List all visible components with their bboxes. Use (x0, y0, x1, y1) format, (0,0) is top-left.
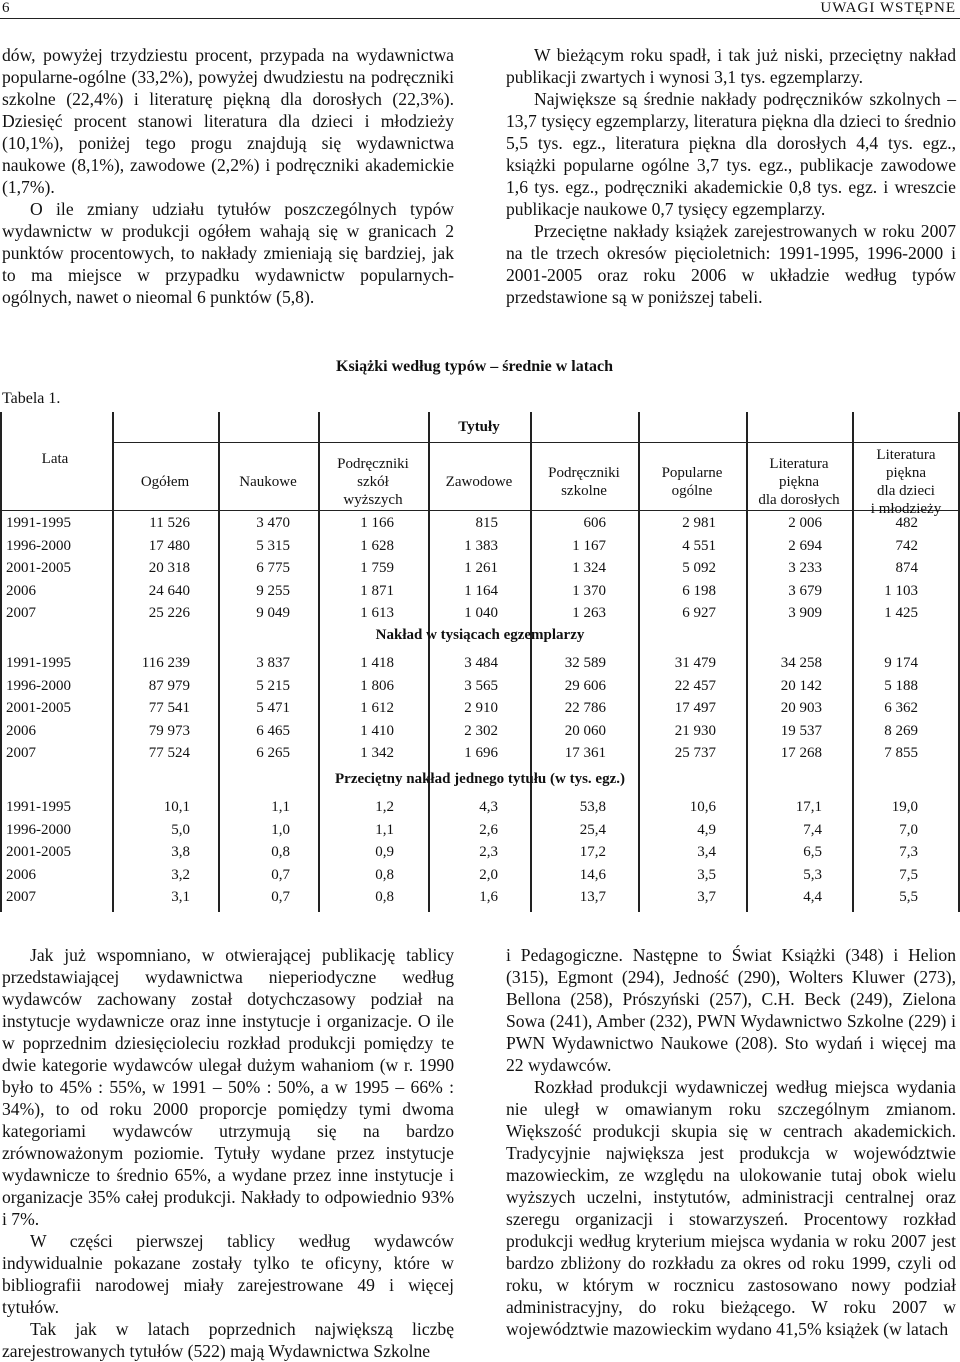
section-title: Nakład w tysiącach egzemplarzy (375, 627, 585, 643)
column-header: Ogółem (140, 474, 190, 490)
table-cell: 17 480 (148, 537, 190, 554)
table-cell: 1 425 (884, 605, 918, 622)
table-cell: 5 215 (256, 677, 290, 694)
table-cell: 29 606 (564, 677, 606, 694)
table-row (0, 796, 960, 818)
table-cell: 9 255 (256, 582, 290, 599)
table-cell: 19,0 (891, 799, 918, 815)
table-row (0, 697, 960, 719)
table-cell: 1 324 (572, 560, 606, 577)
table-cell: 7,5 (899, 866, 918, 883)
table-cell: 3,2 (171, 866, 190, 883)
row-year: 2007 (6, 745, 36, 762)
table-cell: 1 418 (360, 655, 394, 671)
table-cell: 1,1 (271, 799, 290, 815)
table-cell: 7,0 (899, 821, 918, 838)
table-cell: 1 383 (464, 537, 498, 554)
table-cell: 3,4 (697, 844, 716, 861)
table-row (0, 886, 960, 908)
table-cell: 4 551 (682, 537, 716, 554)
table-cell: 6 198 (682, 582, 716, 599)
table-cell: 13,7 (579, 889, 606, 906)
table-cell: 5 315 (256, 537, 290, 554)
table-cell: 5,3 (803, 866, 822, 883)
table-cell: 5,0 (171, 821, 190, 838)
table-cell: 1 871 (360, 582, 394, 599)
paragraph: Największe są średnie nakłady podręczników szkolnych – 13,7 tysięcy egzemplarzy, literatura piękna dla dzieci to średnio 5,5 tys. egz., literatura piękna dla dorosłych 4,4 tys. egz., książki popularne ogólne 3,7 tys. egz., publikacje zawodowe 1,6 tys. egz., podręczniki akademickie 0,8 tys. egz. i wreszcie publikacje naukowe 0,7 tysięcy egzemplarzy. (506, 89, 956, 219)
table-row (0, 512, 960, 534)
paragraph: Rozkład produkcji wydawniczej według miejsca wydania nie uległ w omawianym roku szczególnym zmianom. Większość produkcji skupia się w centrach akademickich. Tradycyjnie największa jest produkcja w województwie mazowieckim, ze względu na ulokowanie tutaj obok wielu wyższych uczelni, instytutów, administracji centralnej oraz szeregu organizacji i stowarzyszeń. Procentowy rozkład produkcji według kryterium miejsca wydania w roku 2007 jest bardzo zbliżony do rozkładu za okres od roku 1999, czyli od roku, w którym w rocznicu zastosowano nowy podział administracyjny, do roku bieżącego. W roku 2007 w województwie mazowieckim wydano 41,5% książek (w latach (506, 1077, 956, 1339)
table-cell: 0,8 (375, 866, 394, 883)
table-cell: 19 537 (780, 722, 822, 739)
table-cell: 6 362 (884, 700, 918, 717)
column-header: Podręczniki szkolne (548, 465, 620, 499)
table-cell: 1 696 (464, 745, 498, 762)
table-row (0, 819, 960, 841)
text-column-bottom-right (506, 944, 956, 1340)
table-cell: 0,8 (375, 889, 394, 906)
table-cell: 1 806 (360, 677, 394, 694)
column-header: Naukowe (239, 474, 297, 490)
table-cell: 5,5 (899, 889, 918, 906)
paragraph: Jak już wspomniano, w otwierającej publikację tablicy przedstawiającej wydawnictwa nieperiodyczne według wydawców zachowany został dotychczasowy podział na instytucje wydawnicze oraz inne instytucje i organizacje. O ile w poprzednim dziesięcioleciu rozkład produkcji pomiędzy te dwie kategorie wydawców ulegał dużym wahaniom (w r. 1990 było to 45% : 55%, w 1991 – 50% : 50%, a w 1995 – 66% : 34%), to od roku 2000 proporcje pomiędzy tymi dwoma kategoriami wydawców utrzymują się na bardzo zrównoważonym poziomie. Tytuły wydane przez instytucje wydawnicze to średnio 65%, a wydane przez inne instytucje i organizacje 35% całej produkcji. Nakłady to odpowiednio 93% i 7%. (2, 945, 454, 1229)
table-cell: 1 342 (360, 745, 394, 762)
table-cell: 9 049 (256, 605, 290, 622)
table-cell: 11 526 (149, 515, 190, 531)
table-cell: 7,3 (899, 844, 918, 861)
table-cell: 874 (895, 560, 918, 577)
column-header: Literatura piękna dla dzieci i młodzieży (870, 447, 942, 517)
page-header (0, 0, 960, 19)
row-year: 1996-2000 (6, 537, 71, 554)
row-year: 2001-2005 (6, 844, 71, 861)
row-year: 1991-1995 (6, 799, 71, 815)
table-row (0, 602, 960, 624)
table-label: Tabela 1. (2, 390, 61, 407)
table-cell: 1 164 (464, 582, 498, 599)
table-cell: 3,7 (697, 889, 716, 906)
table-cell: 24 640 (148, 582, 190, 599)
table-cell: 6 775 (256, 560, 290, 577)
table-cell: 2 006 (788, 515, 822, 531)
table-cell: 1 612 (360, 700, 394, 717)
table-cell: 3,1 (171, 889, 190, 906)
table-cell: 1 370 (572, 582, 606, 599)
table-cell: 10,6 (689, 799, 716, 815)
table-cell: 6 927 (682, 605, 716, 622)
table-cell: 3 837 (256, 655, 290, 671)
table-cell: 0,7 (271, 866, 290, 883)
paragraph: Przeciętne nakłady książek zarejestrowanych w roku 2007 na tle trzech okresów pięcioletnich: 1991-1995, 1996-2000 i 2001-2005 oraz roku 2006 w układzie według typów przedstawione są w poniższej tabeli. (506, 221, 956, 307)
column-header: Zawodowe (445, 474, 513, 490)
column-header: Literatura piękna dla dorosłych (758, 456, 840, 508)
table-cell: 2 981 (682, 515, 716, 531)
table-cell: 32 589 (564, 655, 606, 671)
text-column-top-left (2, 44, 454, 308)
table-row (0, 675, 960, 697)
table-cell: 3 909 (788, 605, 822, 622)
column-header: Popularne ogólne (661, 465, 723, 499)
table-cell: 25 226 (148, 605, 190, 622)
table-cell: 10,1 (163, 799, 190, 815)
column-header: Podręczniki szkół wyższych (337, 456, 409, 508)
table-row (0, 535, 960, 557)
table-cell: 87 979 (148, 677, 190, 694)
table-cell: 3 470 (256, 515, 290, 531)
table-cell: 7,4 (803, 821, 822, 838)
table-cell: 1 628 (360, 537, 394, 554)
table-cell: 77 541 (148, 700, 190, 717)
paragraph: i Pedagogiczne. Następne to Świat Książki (348) i Helion (315), Egmont (294), Jedność (290), Wolters Kluwer (273), Bellona (258), Prószyński (257), C.H. Beck (249), Zielona Sowa (241), Amber (232), PWN Wydawnictwo Szkolne (229) i PWN Wydawnictwo Naukowe (208). Sto wydań i więcej ma 22 wydawców. (506, 945, 956, 1075)
row-year: 2006 (6, 866, 36, 883)
table-cell: 1,6 (479, 889, 498, 906)
table-cell: 815 (475, 515, 498, 531)
table-cell: 20 060 (564, 722, 606, 739)
table-cell: 34 258 (780, 655, 822, 671)
table-cell: 53,8 (579, 799, 606, 815)
paragraph: dów, powyżej trzydziestu procent, przypada na wydawnictwa popularne-ogólne (33,2%), powyżej dwudziestu na podręczniki szkolne (22,4%) i literaturę piękną dla dorosłych (22,3%). Dziesięć procent stanowi literatura dla dzieci i młodzieży (10,1%), poniżej tego progu znajdują się wydawnictwa naukowe (8,1%), zawodowe (2,2%) i podręczniki akademickie (1,7%). (2, 45, 454, 197)
table-cell: 21 930 (674, 722, 716, 739)
table-cell: 22 786 (564, 700, 606, 717)
table-cell: 1 103 (884, 582, 918, 599)
row-year: 1996-2000 (6, 677, 71, 694)
table-cell: 20 142 (780, 677, 822, 694)
page-number: 6 (2, 0, 10, 16)
row-year: 2006 (6, 582, 36, 599)
table-cell: 1,1 (375, 821, 394, 838)
table-cell: 4,9 (697, 821, 716, 838)
table-cell: 17 268 (780, 745, 822, 762)
table-cell: 1 410 (360, 722, 394, 739)
table-cell: 1 167 (572, 537, 606, 554)
table-row (0, 864, 960, 886)
table-cell: 6 465 (256, 722, 290, 739)
table-row (0, 742, 960, 764)
table-cell: 3 565 (464, 677, 498, 694)
table-cell: 17,1 (795, 799, 822, 815)
table-cell: 0,8 (271, 844, 290, 861)
paragraph: Tak jak w latach poprzednich największą liczbę zarejestrowanych tytułów (522) mają Wydawnictwa Szkolne (2, 1319, 454, 1361)
table-cell: 2,6 (479, 821, 498, 838)
section-title: UWAGI WSTĘPNE (820, 0, 956, 16)
table-cell: 31 479 (674, 655, 716, 671)
table-cell: 25,4 (579, 821, 606, 838)
row-year: 2001-2005 (6, 700, 71, 717)
table-row (0, 720, 960, 742)
table-cell: 25 737 (674, 745, 716, 762)
table-cell: 5 471 (256, 700, 290, 717)
table-cell: 1,2 (375, 799, 394, 815)
row-year: 2006 (6, 722, 36, 739)
text-column-bottom-left (2, 944, 454, 1362)
table-cell: 9 174 (884, 655, 918, 671)
table-row (0, 580, 960, 602)
table-cell: 1 759 (360, 560, 394, 577)
column-header: Lata (41, 451, 69, 467)
table-row (0, 557, 960, 579)
table-cell: 20 318 (148, 560, 190, 577)
table-cell: 7 855 (884, 745, 918, 762)
table-cell: 3,8 (171, 844, 190, 861)
table-cell: 3 484 (464, 655, 498, 671)
paragraph: W części pierwszej tablicy według wydawców indywidualnie pokazane zostały tylko te oficyny, które w bibliografii narodowej miały zarejestrowane 49 i więcej tytułów. (2, 1231, 454, 1317)
table-row (0, 652, 960, 674)
paragraph: O ile zmiany udziału tytułów poszczególnych typów wydawnictw w produkcji ogółem wahają się w granicach 2 punktów procentowych, to nakłady zmieniają się bardziej, jak to ma miejsce w przypadku wydawnictw popularnych-ogólnych, nawet o nieomal 6 punktów (5,8). (2, 199, 454, 307)
table-cell: 2 302 (464, 722, 498, 739)
table-cell: 14,6 (579, 866, 606, 883)
table-cell: 1 613 (360, 605, 394, 622)
table-cell: 3 679 (788, 582, 822, 599)
table-row (0, 841, 960, 863)
table-cell: 5 092 (682, 560, 716, 577)
text-column-top-right (506, 44, 956, 308)
group-header-titles: Tytuły (458, 419, 500, 435)
table-cell: 2 694 (788, 537, 822, 554)
table-cell: 0,9 (375, 844, 394, 861)
table-cell: 742 (895, 537, 918, 554)
table-cell: 77 524 (148, 745, 190, 762)
paragraph: W bieżącym roku spadł, i tak już niski, przeciętny nakład publikacji zwartych i wynosi 3,1 tys. egzemplarzy. (506, 45, 956, 87)
row-year: 2007 (6, 889, 36, 906)
section-title: Przeciętny nakład jednego tytułu (w tys. egz.) (335, 771, 625, 787)
table-cell: 2,0 (479, 866, 498, 883)
table-cell: 3 233 (788, 560, 822, 577)
table-cell: 0,7 (271, 889, 290, 906)
table-cell: 4,3 (479, 799, 498, 815)
table-cell: 1,0 (271, 821, 290, 838)
table-cell: 2 910 (464, 700, 498, 717)
row-year: 2007 (6, 605, 36, 622)
table-cell: 8 269 (884, 722, 918, 739)
table-cell: 4,4 (803, 889, 822, 906)
table-cell: 17 497 (674, 700, 716, 717)
table-cell: 6 265 (256, 745, 290, 762)
table-cell: 1 261 (464, 560, 498, 577)
table-caption: Książki według typów – średnie w latach (336, 358, 614, 375)
table-cell: 17,2 (579, 844, 606, 861)
statistics-table (0, 412, 960, 912)
table-cell: 116 239 (141, 655, 190, 671)
table-cell: 482 (895, 515, 918, 531)
table-cell: 20 903 (780, 700, 822, 717)
table-cell: 5 188 (884, 677, 918, 694)
table-cell: 1 040 (464, 605, 498, 622)
table-cell: 6,5 (803, 844, 822, 861)
row-year: 2001-2005 (6, 560, 71, 577)
row-year: 1991-1995 (6, 515, 71, 531)
row-year: 1996-2000 (6, 821, 71, 838)
table-cell: 17 361 (564, 745, 606, 762)
table-cell: 22 457 (674, 677, 716, 694)
row-year: 1991-1995 (6, 655, 71, 671)
table-cell: 2,3 (479, 844, 498, 861)
table-cell: 3,5 (697, 866, 716, 883)
table-cell: 1 166 (360, 515, 394, 531)
table-cell: 606 (583, 515, 606, 531)
table-cell: 79 973 (148, 722, 190, 739)
table-cell: 1 263 (572, 605, 606, 622)
